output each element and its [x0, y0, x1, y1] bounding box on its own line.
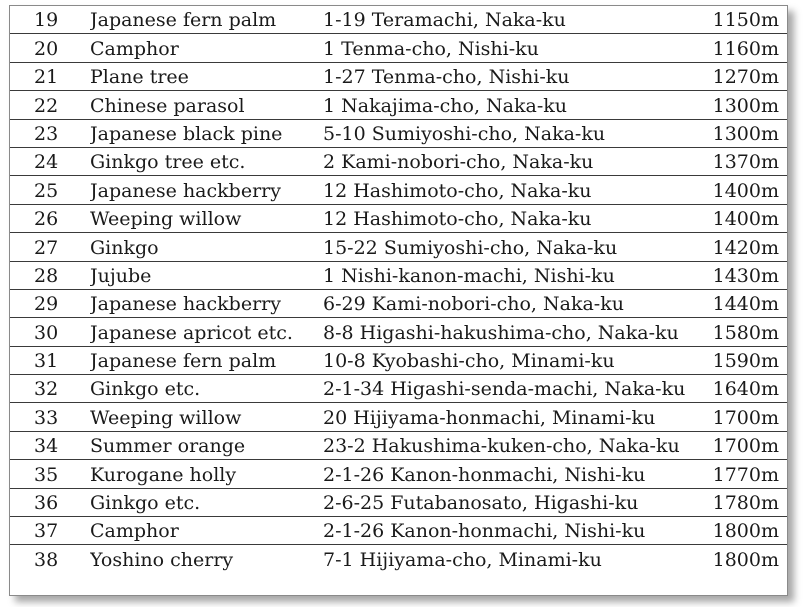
tree-location: 2-6-25 Futabanosato, Higashi-ku [323, 488, 707, 516]
table-row [10, 517, 787, 545]
tree-distance: 1300m [707, 119, 787, 147]
table-row [10, 261, 787, 289]
tree-distance: 1700m [707, 431, 787, 459]
tree-location: 1-27 Tenma-cho, Nishi-ku [323, 62, 707, 90]
tree-location: 2-1-34 Higashi-senda-machi, Naka-ku [323, 375, 707, 403]
row-number: 31 [10, 346, 90, 374]
tree-location: 2-1-26 Kanon-honmachi, Nishi-ku [323, 460, 707, 488]
tree-location: 1 Tenma-cho, Nishi-ku [323, 34, 707, 62]
tree-name: Summer orange [90, 431, 323, 459]
row-number: 34 [10, 431, 90, 459]
tree-name: Camphor [90, 34, 323, 62]
table-row [10, 147, 787, 175]
row-number: 29 [10, 289, 90, 317]
tree-distance: 1270m [707, 62, 787, 90]
tree-distance: 1770m [707, 460, 787, 488]
row-number: 20 [10, 34, 90, 62]
tree-name: Japanese hackberry [90, 176, 323, 204]
tree-name: Ginkgo [90, 233, 323, 261]
table-row [10, 431, 787, 459]
tree-distance: 1640m [707, 375, 787, 403]
tree-location: 12 Hashimoto-cho, Naka-ku [323, 176, 707, 204]
tree-name: Weeping willow [90, 403, 323, 431]
tree-name: Plane tree [90, 62, 323, 90]
tree-name: Ginkgo etc. [90, 375, 323, 403]
tree-location: 8-8 Higashi-hakushima-cho, Naka-ku [323, 318, 707, 346]
table-row [10, 460, 787, 488]
table-row [10, 204, 787, 232]
tree-distance: 1150m [707, 6, 787, 34]
tree-name: Jujube [90, 261, 323, 289]
table-row [10, 318, 787, 346]
tree-name: Japanese apricot etc. [90, 318, 323, 346]
tree-location: 15-22 Sumiyoshi-cho, Naka-ku [323, 233, 707, 261]
row-number: 25 [10, 176, 90, 204]
row-number: 32 [10, 375, 90, 403]
tree-distance: 1800m [707, 517, 787, 545]
tree-name: Japanese fern palm [90, 6, 323, 34]
tree-distance: 1580m [707, 318, 787, 346]
tree-distance: 1400m [707, 176, 787, 204]
tree-name: Camphor [90, 517, 323, 545]
row-number: 21 [10, 62, 90, 90]
row-number: 33 [10, 403, 90, 431]
row-number: 24 [10, 147, 90, 175]
row-number: 36 [10, 488, 90, 516]
tree-distance: 1370m [707, 147, 787, 175]
row-number: 23 [10, 119, 90, 147]
tree-location: 23-2 Hakushima-kuken-cho, Naka-ku [323, 431, 707, 459]
tree-location: 5-10 Sumiyoshi-cho, Naka-ku [323, 119, 707, 147]
table-row [10, 119, 787, 147]
table-row [10, 176, 787, 204]
table-row [10, 62, 787, 90]
row-number: 35 [10, 460, 90, 488]
table-row [10, 91, 787, 119]
tree-name: Japanese fern palm [90, 346, 323, 374]
tree-distance: 1590m [707, 346, 787, 374]
tree-location: 1 Nakajima-cho, Naka-ku [323, 91, 707, 119]
tree-table-frame [9, 5, 788, 596]
tree-distance: 1780m [707, 488, 787, 516]
tree-location: 10-8 Kyobashi-cho, Minami-ku [323, 346, 707, 374]
row-number: 22 [10, 91, 90, 119]
row-number: 37 [10, 517, 90, 545]
row-number: 30 [10, 318, 90, 346]
tree-name: Japanese hackberry [90, 289, 323, 317]
tree-location: 6-29 Kami-nobori-cho, Naka-ku [323, 289, 707, 317]
table-row [10, 6, 787, 34]
tree-name: Kurogane holly [90, 460, 323, 488]
tree-distance: 1420m [707, 233, 787, 261]
tree-distance: 1160m [707, 34, 787, 62]
tree-location: 1 Nishi-kanon-machi, Nishi-ku [323, 261, 707, 289]
tree-distance: 1440m [707, 289, 787, 317]
table-row [10, 375, 787, 403]
table-row [10, 488, 787, 516]
tree-location: 7-1 Hijiyama-cho, Minami-ku [323, 548, 602, 571]
tree-location: 1-19 Teramachi, Naka-ku [323, 6, 707, 34]
table-row [10, 403, 787, 431]
tree-distance: 1300m [707, 91, 787, 119]
tree-distance: 1430m [707, 261, 787, 289]
tree-name: Weeping willow [90, 204, 323, 232]
row-number: 38 [34, 548, 59, 571]
row-number: 27 [10, 233, 90, 261]
tree-distance: 1400m [707, 204, 787, 232]
tree-location: 2 Kami-nobori-cho, Naka-ku [323, 147, 707, 175]
tree-table-body [10, 6, 787, 573]
table-row [10, 346, 787, 374]
tree-distance: 1700m [707, 403, 787, 431]
tree-name: Japanese black pine [90, 119, 323, 147]
tree-name: Ginkgo tree etc. [90, 147, 323, 175]
tree-table [10, 6, 787, 573]
tree-name: Chinese parasol [90, 91, 323, 119]
tree-name: Ginkgo etc. [90, 488, 323, 516]
row-number: 19 [10, 6, 90, 34]
table-row [10, 289, 787, 317]
row-number: 28 [10, 261, 90, 289]
tree-name: Yoshino cherry [90, 548, 234, 571]
tree-location: 12 Hashimoto-cho, Naka-ku [323, 204, 707, 232]
tree-distance: 1800m [712, 548, 779, 571]
tree-location: 20 Hijiyama-honmachi, Minami-ku [323, 403, 707, 431]
row-number: 26 [10, 204, 90, 232]
tree-location: 2-1-26 Kanon-honmachi, Nishi-ku [323, 517, 707, 545]
table-row [10, 545, 787, 573]
table-row [10, 34, 787, 62]
table-row [10, 233, 787, 261]
